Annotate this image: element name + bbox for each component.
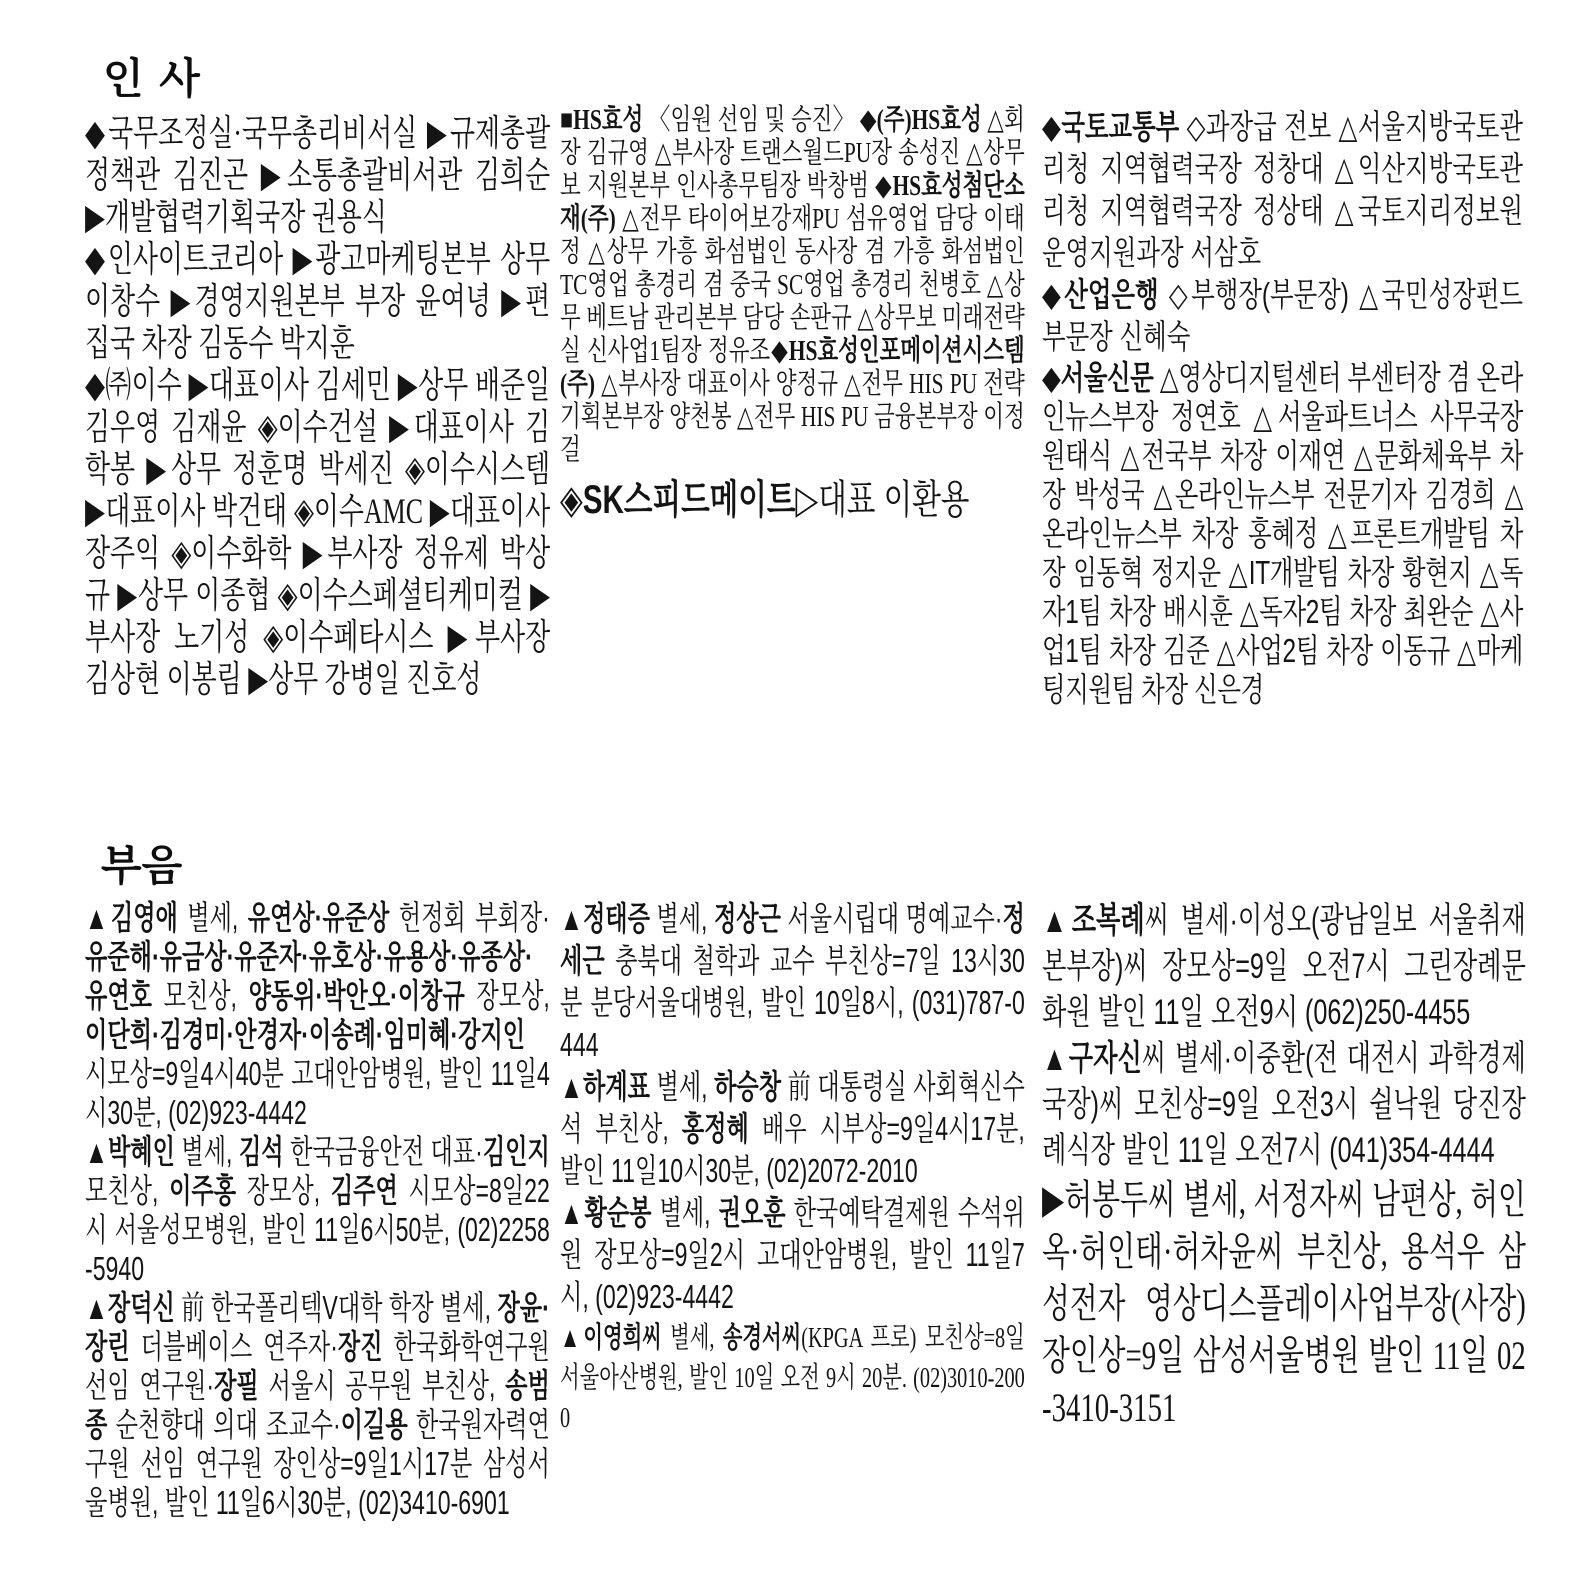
name-highlight: 김영애 (110, 899, 178, 936)
obituary-entry-jang-deoksin (85, 1288, 550, 1522)
obituary-entry-lee-yeonghui (560, 1318, 1025, 1438)
text-run: 더블베이스 연주자· (129, 1328, 338, 1365)
name-highlight: 장필 (214, 1367, 259, 1404)
personnel-title: 인 사 (103, 55, 202, 102)
text-run: ▲ (560, 1194, 585, 1231)
personnel-entry-gov-office (85, 112, 550, 238)
personnel-column-2 (560, 104, 1025, 525)
obituary-column-3 (1042, 898, 1526, 1434)
text-run: ▷대표 이환용 (795, 478, 970, 522)
name-highlight: 하승창 (714, 1068, 782, 1105)
obituary-entry-ha-gyepyo (560, 1066, 1025, 1192)
obituary-column-2 (560, 898, 1025, 1438)
text-run: ▲ (85, 1289, 108, 1326)
text-run: △회장 김규영 △부사장 트랜스월드PU장 송성진 △상무보 지원본부 인사총무팀장 박창범 (560, 104, 1025, 202)
text-run: 서울시 공무원 부친상, (258, 1367, 506, 1404)
text-run: ◆㈜이수 ▶대표이사 김세민 ▶상무 배준일 김우영 김재윤 ◈이수건설 ▶대표이사 김학봉 ▶상무 정훈명 박세진 ◈이수시스템 ▶대표이사 박건태 ◈이수AMC ▶대표이사 장주익 ◈이수화학 ▶부사장 정유제 박상규 ▶상무 이종협 ◈이수스페셜티케미컬 ▶부사장 노기성 ◈이수페타시스 ▶부사장 김상현 이봉림 ▶상무 강병일 진호성 (85, 365, 551, 699)
personnel-entry-seoul-shinmun (1042, 358, 1523, 709)
text-run: 〈임원 선임 및 승진〉 (643, 104, 860, 136)
text-run: 씨 별세·이중환(전 대전시 과학경제국장)씨 모친상=9일 오전3시 쉴낙원 당진장례식장 발인 11일 오전7시 (041)354-4444 (1042, 1039, 1526, 1170)
name-highlight: 박혜인 (107, 1133, 175, 1170)
name-highlight: 하계표 (583, 1068, 650, 1105)
text-run: 순천향대 의대 조교수· (107, 1406, 341, 1443)
name-highlight: ◆산업은행 (1042, 276, 1159, 313)
text-run: 배우 시부상=9일4시17분, 발인 11일10시30분, (02)2072-2010 (560, 1110, 1025, 1189)
text-run: 충북대 철학과 교수 부친상=7일 13시30분 분당서울대병원, 발인 10일8시, (031)787-0444 (560, 942, 1025, 1063)
name-highlight: 장윤·장린 (85, 1289, 550, 1365)
text-run: 별세, (651, 1194, 719, 1231)
text-run: ▶허봉두씨 별세, 서정자씨 남편상, 허인옥·허인태·허차윤씨 부친상, 용석우 삼성전자 영상디스플레이사업부장(사장) 장인상=9일 삼성서울병원 발인 11일 02-3410-3151 (1042, 1177, 1526, 1430)
obituary-column-1 (85, 898, 550, 1522)
obituary-entry-heo-bongdu (1042, 1174, 1526, 1434)
name-highlight: 김석 (238, 1133, 284, 1170)
name-highlight: ◆(주)HS효성 (859, 104, 982, 136)
name-highlight: 이영희씨 (583, 1322, 662, 1354)
obituary-entry-gu-jasin (1042, 1036, 1526, 1174)
obituary-title: 부음 (101, 842, 183, 889)
name-highlight: 장덕신 (107, 1289, 175, 1326)
obituary-entry-jeong-taejeung (560, 898, 1025, 1066)
text-run: ▲ (1042, 901, 1072, 940)
name-highlight: 정태증 (582, 900, 650, 937)
text-run: 별세, (649, 900, 714, 937)
personnel-entry-sk-speedmate (560, 475, 1025, 525)
name-highlight: ◆서울신문 (1042, 359, 1154, 396)
name-highlight: 권오훈 (718, 1194, 786, 1231)
text-run: ▲ (85, 899, 111, 936)
personnel-column-1 (85, 112, 550, 700)
name-highlight: 장진 (337, 1328, 383, 1365)
obituary-entry-hwang-sunbong (560, 1192, 1025, 1318)
text-run: ▲ (85, 1133, 108, 1170)
personnel-entry-insight-korea (85, 238, 550, 364)
name-highlight: 이단희·김경미·안경자·이송례·임미혜·강지인 (85, 1016, 526, 1053)
personnel-column-3 (1042, 106, 1523, 709)
name-highlight: 이주홍 (169, 1172, 237, 1209)
text-run: △전무 타이어보강재PU 섬유영업 담당 이태정 △상무 가흥 화섬법인 동사장 겸 가흥 화섬법인 TC영업 총경리 겸 중국 SC영업 총경리 천병호 △상무 베트남 관리본부 담당 손판규 △상무보 미래전략실 신사업1팀장 정유조 (560, 203, 1025, 367)
text-run: ▲ (1042, 1039, 1069, 1078)
name-highlight: ◆HS효성인포메이션시스템(주) (560, 335, 1025, 400)
name-highlight: 정상근 (713, 900, 781, 937)
text-run: ▲ (560, 1322, 584, 1354)
name-highlight: ◆HS효성첨단소재(주) (560, 170, 1025, 235)
name-highlight: 조복례 (1071, 901, 1145, 940)
text-run: ▲ (560, 900, 583, 937)
text-run: 시모상=8일22시 서울성모병원, 발인 11일6시50분, (02)2258-5940 (85, 1172, 550, 1287)
name-highlight: 김주연 (330, 1172, 398, 1209)
text-run: 별세, (649, 1068, 715, 1105)
name-highlight: 이길용 (340, 1406, 408, 1443)
text-run: (KPGA 프로) 모친상=8일 서울아산병원, 발인 10일 오전 9시 20분. (02)3010-2000 (560, 1322, 1025, 1434)
text-run: △부사장 대표이사 양정규 △전무 HIS PU 전략기획본부장 양천봉 △전무 HIS PU 금융본부장 이정걸 (560, 368, 1025, 466)
text-run: 별세, (177, 899, 248, 936)
name-highlight: 양동위·박안오·이창규 (248, 977, 465, 1014)
text-run: 시모상=9일4시40분 고대안암병원, 발인 11일4시30분, (02)923-4442 (85, 1055, 550, 1131)
text-run: ▲ (560, 1068, 584, 1105)
text-run: ◆인사이트코리아 ▶광고마케팅본부 상무 이창수 ▶경영지원본부 부장 윤여녕 ▶편집국 차장 김동수 박지훈 (85, 239, 551, 363)
name-highlight: ■HS효성 (560, 104, 644, 136)
obituary-entry-park-hyein (85, 1132, 550, 1288)
text-run: 前 한국폴리텍V대학 학장 별세, (174, 1289, 498, 1326)
personnel-entry-kdb (1042, 274, 1523, 358)
name-highlight: 송범종 (85, 1367, 550, 1443)
personnel-entry-molit (1042, 106, 1523, 274)
name-highlight: 홍정혜 (681, 1110, 749, 1147)
text-run: 장모상, (236, 1172, 331, 1209)
text-run: ◆국무조정실·국무총리비서실 ▶규제총괄정책관 김진곤 ▶소통총괄비서관 김희순 ▶개발협력기획국장 권용식 (85, 113, 551, 237)
name-highlight: 구자신 (1068, 1039, 1142, 1078)
text-run: 前 대통령실 사회혁신수석 부친상, (560, 1068, 1025, 1147)
obituary-entry-kim-yeongae (85, 898, 550, 1132)
name-highlight: 황순봉 (584, 1194, 652, 1231)
text-run: 모친상, (85, 1172, 170, 1209)
name-highlight: 정세근 (560, 900, 1025, 979)
name-highlight: ◈SK스피드메이트 (560, 478, 796, 522)
text-run: 씨 별세·이성오(광남일보 서울취재본부장)씨 장모상=9일 오전7시 그린장례문화원 발인 11일 오전9시 (062)250-4455 (1042, 901, 1526, 1032)
text-run: 한국원자력연구원 선임 연구원 장인상=9일1시17분 삼성서울병원, 발인 11일6시30분, (02)3410-6901 (85, 1406, 550, 1521)
text-run: 서울시립대 명예교수· (780, 900, 1003, 937)
name-highlight: 송경서씨 (722, 1322, 802, 1354)
text-run: 장모상, (464, 977, 550, 1014)
text-run: 한국화학연구원 선임 연구원· (85, 1328, 550, 1404)
text-run: ◇과장급 전보 △서울지방국토관리청 지역협력국장 정창대 △익산지방국토관리청 지역협력국장 정상태 △국토지리정보원 운영지원과장 서삼호 (1042, 108, 1523, 271)
text-run: ◇부행장(부문장) △국민성장펀드부문장 신혜숙 (1042, 276, 1524, 355)
text-run: 한국예탁결제원 수석위원 장모상=9일2시 고대안암병원, 발인 11일7시, (02)923-4442 (560, 1194, 1025, 1315)
obituary-entry-jo-bokrye (1042, 898, 1526, 1036)
name-highlight: 유준해·유금상·유준자·유호상·유용상·유종상·유연호 (85, 938, 533, 1014)
text-run: 별세, (661, 1322, 723, 1354)
name-highlight: 김인지 (482, 1133, 550, 1170)
text-run: △영상디지털센터 부센터장 겸 온라인뉴스부장 정연호 △서울파트너스 사무국장 원태식 △전국부 차장 이재연 △문화체육부 차장 박성국 △온라인뉴스부 전문기자 김경희 △온라인뉴스부 차장 홍혜정 △프론트개발팀 차장 임동혁 정지운 △IT개발팀 차장 황현지 △독자1팀 차장 배시훈 △독자2팀 차장 최완순 △사업1팀 차장 김준 △사업2팀 차장 이동규 △마케팅지원팀 차장 신은경 (1042, 359, 1523, 708)
name-highlight: 유연상·유준상 (247, 899, 390, 936)
personnel-entry-isu (85, 364, 550, 700)
personnel-entry-hs-hyosung (560, 104, 1025, 467)
text-run: 모친상, (151, 977, 249, 1014)
name-highlight: ◆국토교통부 (1042, 108, 1180, 145)
text-run: 헌정회 부회장· (389, 899, 550, 936)
text-run: 별세, (174, 1133, 239, 1170)
text-run: 한국금융안전 대표· (283, 1133, 483, 1170)
